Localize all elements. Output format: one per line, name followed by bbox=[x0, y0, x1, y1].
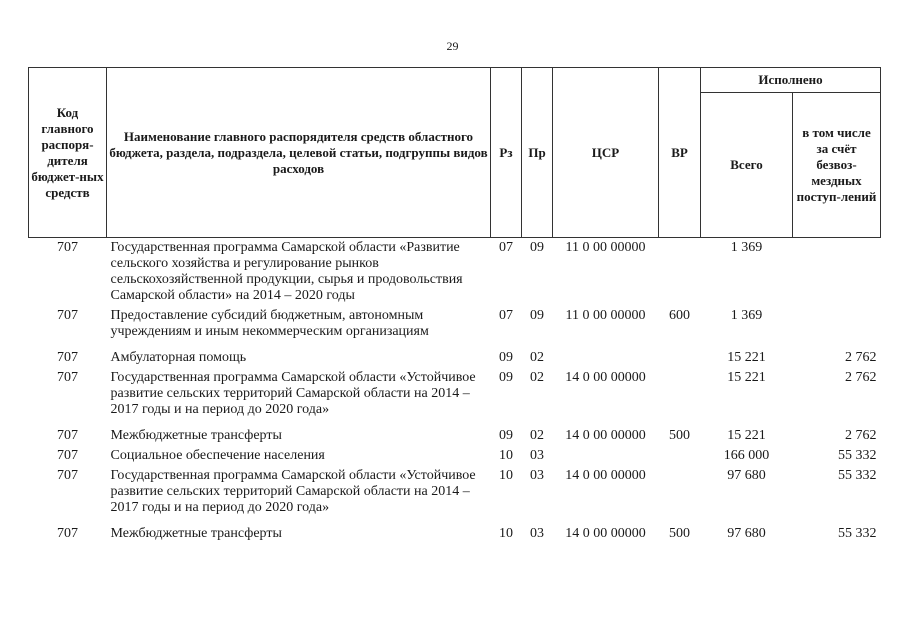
cell-total: 15 221 bbox=[727, 350, 766, 365]
cell-vr bbox=[659, 238, 701, 309]
cell-pr: 03 bbox=[530, 448, 544, 463]
cell-pr: 03 bbox=[530, 526, 544, 541]
cell-code: 707 bbox=[57, 350, 78, 365]
header-name: Наименование главного распорядителя средств областного бюджета, раздела, подраздела, целевой статьи, подгруппы видов расходов bbox=[107, 68, 491, 238]
cell-pr: 02 bbox=[530, 370, 544, 385]
cell-name: Амбулаторная помощь bbox=[110, 350, 247, 365]
cell-rz: 10 bbox=[499, 468, 513, 483]
cell-csr: 11 0 00 00000 bbox=[565, 308, 646, 323]
cell-vr bbox=[659, 448, 701, 468]
cell-total: 166 000 bbox=[723, 448, 770, 463]
cell-code: 707 bbox=[57, 428, 78, 443]
table-row bbox=[29, 350, 881, 370]
cell-code: 707 bbox=[57, 308, 78, 323]
cell-pr: 02 bbox=[530, 350, 544, 365]
cell-total: 1 369 bbox=[730, 308, 763, 323]
header-pr: Пр bbox=[522, 68, 553, 238]
header-free: в том числе за счёт безвоз-мездных поступ-лений bbox=[793, 93, 881, 238]
cell-total: 1 369 bbox=[730, 240, 763, 255]
cell-csr: 14 0 00 00000 bbox=[565, 428, 646, 443]
page-number: 29 bbox=[446, 39, 459, 53]
table-row bbox=[29, 448, 881, 468]
cell-rz: 09 bbox=[499, 370, 513, 385]
header-row bbox=[29, 68, 881, 93]
cell-pr: 09 bbox=[530, 240, 544, 255]
cell-free: 2 762 bbox=[845, 350, 877, 365]
cell-name: Государственная программа Самарской области «Устойчивое развитие сельских территорий Самарской области на 2014 – 2017 годы и на период до 2020 года» bbox=[110, 370, 476, 417]
header-rz: Рз bbox=[491, 68, 522, 238]
cell-code: 707 bbox=[57, 526, 78, 541]
cell-free: 55 332 bbox=[838, 448, 877, 463]
cell-code: 707 bbox=[57, 240, 78, 255]
table-row bbox=[29, 526, 881, 546]
cell-csr: 14 0 00 00000 bbox=[565, 526, 646, 541]
cell-total: 97 680 bbox=[727, 468, 766, 483]
cell-pr: 02 bbox=[530, 428, 544, 443]
cell-free: 55 332 bbox=[838, 468, 877, 483]
cell-free: 2 762 bbox=[845, 370, 877, 385]
cell-free: 55 332 bbox=[838, 526, 877, 541]
header-executed: Исполнено bbox=[701, 68, 881, 93]
cell-name: Государственная программа Самарской области «Развитие сельского хозяйства и регулирование рынков сельскохозяйственной продукции, сырья и продовольствия Самарской области» на 2014 – 2020 годы bbox=[110, 240, 463, 303]
cell-rz: 09 bbox=[499, 350, 513, 365]
table-row bbox=[29, 238, 881, 309]
cell-pr: 09 bbox=[530, 308, 544, 323]
cell-csr bbox=[553, 448, 659, 468]
table-row bbox=[29, 370, 881, 428]
cell-free bbox=[793, 238, 881, 309]
cell-rz: 07 bbox=[499, 308, 513, 323]
cell-rz: 07 bbox=[499, 240, 513, 255]
cell-vr bbox=[659, 468, 701, 526]
budget-table bbox=[28, 67, 881, 546]
cell-csr bbox=[553, 350, 659, 370]
cell-name: Межбюджетные трансферты bbox=[110, 526, 282, 541]
header-code: Код главного распоря-дителя бюджет-ных средств bbox=[29, 68, 107, 238]
cell-csr: 14 0 00 00000 bbox=[565, 468, 646, 483]
cell-vr: 600 bbox=[669, 308, 690, 323]
cell-pr: 03 bbox=[530, 468, 544, 483]
cell-code: 707 bbox=[57, 370, 78, 385]
cell-free: 2 762 bbox=[845, 428, 877, 443]
cell-vr: 500 bbox=[669, 526, 690, 541]
cell-rz: 10 bbox=[499, 526, 513, 541]
cell-name: Предоставление субсидий бюджетным, автономным учреждениям и иным некоммерческим организациям bbox=[110, 308, 429, 339]
table-body bbox=[29, 238, 881, 547]
cell-vr bbox=[659, 350, 701, 370]
cell-vr: 500 bbox=[669, 428, 690, 443]
cell-vr bbox=[659, 370, 701, 428]
header-vr: ВР bbox=[659, 68, 701, 238]
cell-csr: 11 0 00 00000 bbox=[565, 240, 646, 255]
table-row bbox=[29, 428, 881, 448]
cell-total: 15 221 bbox=[727, 370, 766, 385]
cell-total: 97 680 bbox=[727, 526, 766, 541]
header-total: Всего bbox=[701, 93, 793, 238]
cell-code: 707 bbox=[57, 448, 78, 463]
cell-free bbox=[793, 308, 881, 350]
cell-name: Межбюджетные трансферты bbox=[110, 428, 282, 443]
cell-code: 707 bbox=[57, 468, 78, 483]
cell-name: Государственная программа Самарской области «Устойчивое развитие сельских территорий Самарской области на 2014 – 2017 годы и на период до 2020 года» bbox=[110, 468, 476, 515]
cell-name: Социальное обеспечение населения bbox=[110, 448, 325, 463]
table-row bbox=[29, 308, 881, 350]
cell-csr: 14 0 00 00000 bbox=[565, 370, 646, 385]
cell-total: 15 221 bbox=[727, 428, 766, 443]
cell-rz: 10 bbox=[499, 448, 513, 463]
table-row bbox=[29, 468, 881, 526]
header-csr: ЦСР bbox=[553, 68, 659, 238]
cell-rz: 09 bbox=[499, 428, 513, 443]
